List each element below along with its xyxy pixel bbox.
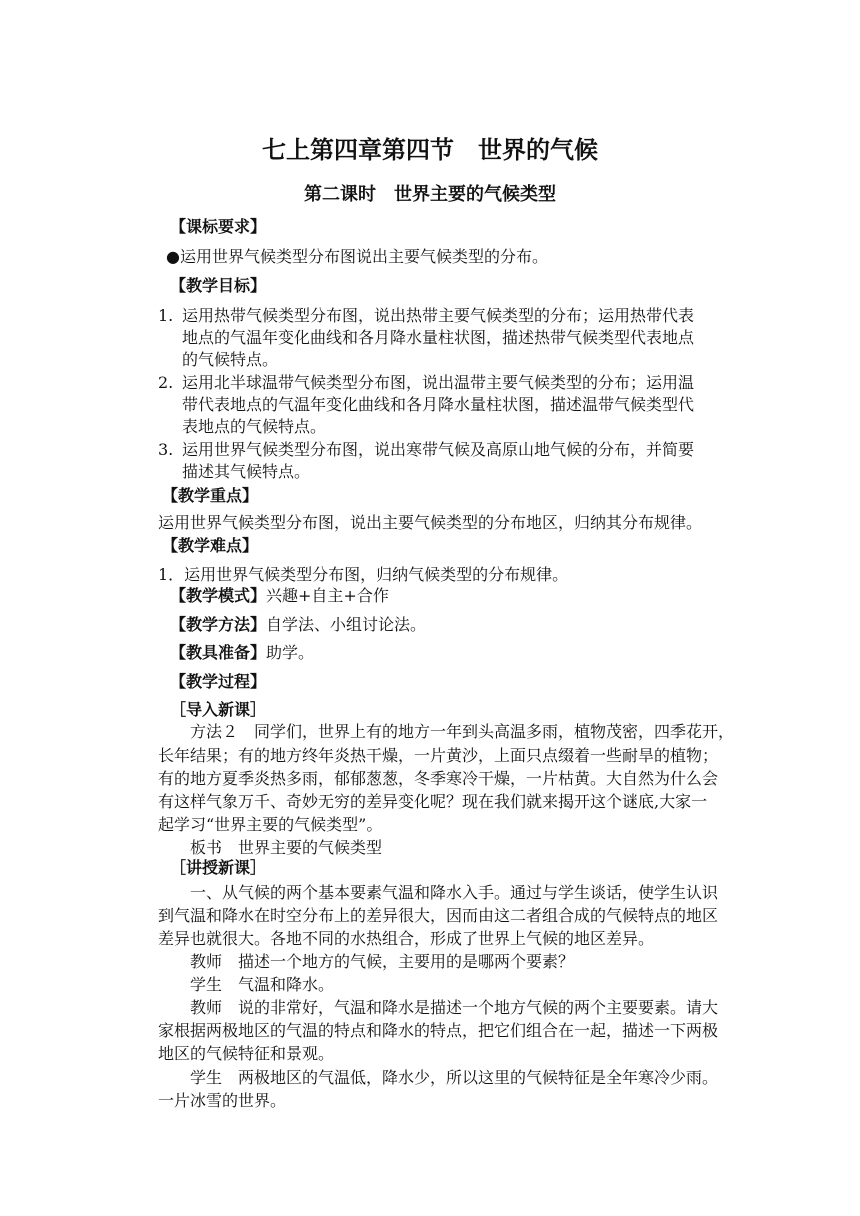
section-heading-standards: 【课标要求】 <box>170 217 267 236</box>
teaching-method-line <box>170 613 426 637</box>
section-heading-tools: 【教具准备】 <box>170 643 267 662</box>
key-points-text: 运用世界气候类型分布图，说出主要气候类型的分布地区，归纳其分布规律。 <box>158 513 703 532</box>
section-heading-lecture: ［讲授新课］ <box>170 858 267 877</box>
objective-number: 2. <box>158 373 174 392</box>
section-heading-method: 【教学方法】 <box>170 615 267 634</box>
objective-line: 描述其气候特点。 <box>182 462 311 481</box>
section-heading-process: 【教学过程】 <box>170 672 267 691</box>
paragraph-line: 有这样气象万千、奇妙无穷的差异变化呢？现在我们就来揭开这个谜底,大家一 <box>158 792 708 811</box>
paragraph-line: 家根据两极地区的气温的特点和降水的特点，把它们组合在一起，描述一下两极 <box>158 1021 719 1040</box>
paragraph-line: 一、从气候的两个基本要素气温和降水入手。通过与学生谈话，使学生认识 <box>190 883 719 902</box>
teaching-mode-line <box>170 584 389 608</box>
section-heading-key-points: 【教学重点】 <box>162 486 259 505</box>
teaching-method-text: 自学法、小组讨论法。 <box>266 615 427 634</box>
paragraph-line: 地区的气候特征和景观。 <box>158 1044 335 1063</box>
objective-line: 运用北半球温带气候类型分布图，说出温带主要气候类型的分布；运用温 <box>182 373 695 392</box>
paragraph-line: 板书 世界主要的气候类型 <box>190 838 383 857</box>
objective-line: 表地点的气候特点。 <box>182 417 327 436</box>
paragraph-line: 教师 说的非常好，气温和降水是描述一个地方气候的两个主要要素。请大 <box>190 998 719 1017</box>
section-heading-objectives: 【教学目标】 <box>170 276 267 295</box>
paragraph-line: 学生 气温和降水。 <box>190 975 335 994</box>
difficulties-text: 1．运用世界气候类型分布图，归纳气候类型的分布规律。 <box>158 565 569 584</box>
paragraph-line: 差异也就很大。各地不同的水热组合，形成了世界上气候的地区差异。 <box>158 929 655 948</box>
objective-line: 的气候特点。 <box>182 350 279 369</box>
teaching-tools-line <box>170 641 314 665</box>
objective-line: 运用热带气候类型分布图，说出热带主要气候类型的分布；运用热带代表 <box>182 306 695 325</box>
section-heading-mode: 【教学模式】 <box>170 586 267 605</box>
objective-number: 3. <box>158 440 174 459</box>
document-title: 七上第四章第四节 世界的气候 <box>262 135 598 164</box>
objective-line: 带代表地点的气温年变化曲线和各月降水量柱状图，描述温带气候类型代 <box>182 395 695 414</box>
document-subtitle: 第二课时 世界主要的气候类型 <box>304 184 556 205</box>
paragraph-line: 长年结果；有的地方终年炎热干燥，一片黄沙，上面只点缀着一些耐旱的植物； <box>158 746 719 765</box>
objective-line: 地点的气温年变化曲线和各月降水量柱状图，描述热带气候类型代表地点 <box>182 328 695 347</box>
objective-number: 1. <box>158 306 174 325</box>
objective-line: 运用世界气候类型分布图，说出寒带气候及高原山地气候的分布，并简要 <box>182 440 695 459</box>
paragraph-line: 到气温和降水在时空分布上的差异很大，因而由这二者组合成的气候特点的地区 <box>158 906 719 925</box>
section-heading-intro: ［导入新课］ <box>170 700 267 719</box>
paragraph-line: 起学习“世界主要的气候类型”。 <box>158 815 383 834</box>
paragraph-line: 方法２ 同学们，世界上有的地方一年到头高温多雨，植物茂密，四季花开， <box>190 722 735 741</box>
paragraph-line: 学生 两极地区的气温低，降水少，所以这里的气候特征是全年寒冷少雨。 <box>190 1068 719 1087</box>
paragraph-line: 教师 描述一个地方的气候，主要用的是哪两个要素？ <box>190 952 575 971</box>
teaching-mode-text: 兴趣+自主+合作 <box>266 586 389 605</box>
paragraph-line: 一片冰雪的世界。 <box>158 1091 287 1110</box>
teaching-tools-text: 助学。 <box>266 643 315 662</box>
paragraph-line: 有的地方夏季炎热多雨，郁郁葱葱，冬季寒冷干燥，一片枯黄。大自然为什么会 <box>158 769 719 788</box>
section-heading-difficulties: 【教学难点】 <box>162 536 259 555</box>
standards-bullet: ●运用世界气候类型分布图说出主要气候类型的分布。 <box>166 247 548 266</box>
